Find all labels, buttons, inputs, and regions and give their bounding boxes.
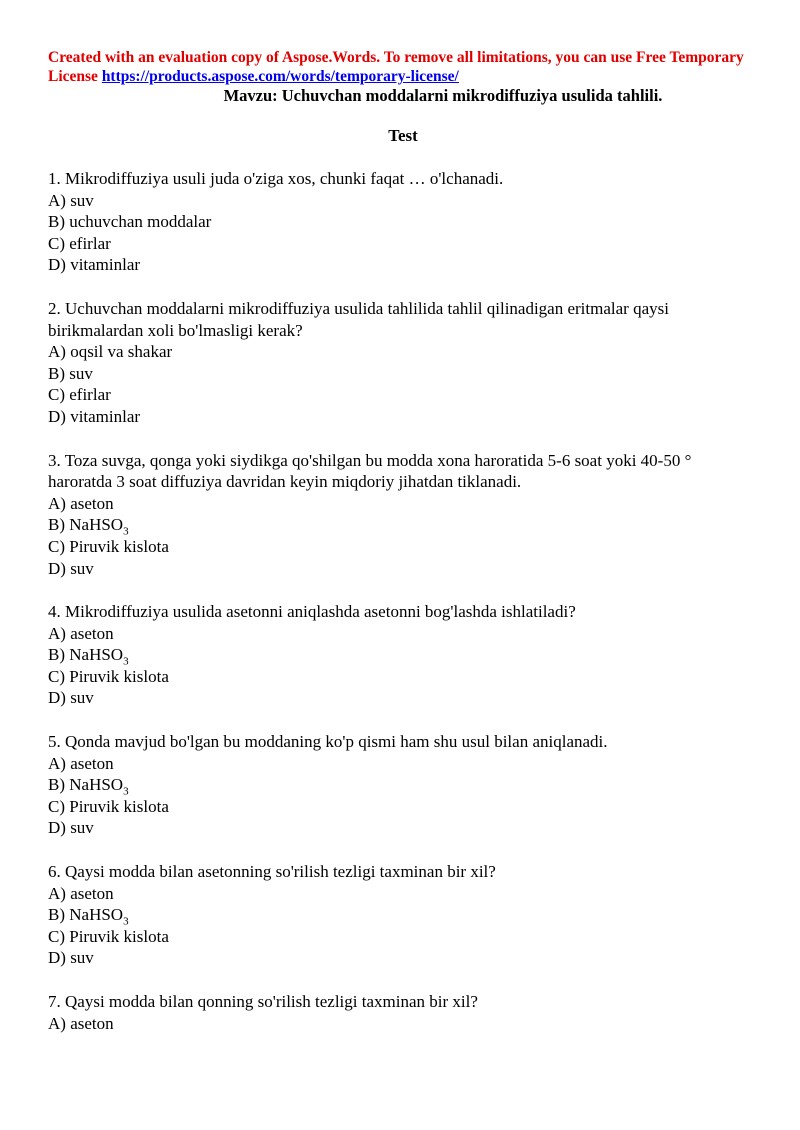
question-block	[48, 991, 758, 1034]
question-text: 7. Qaysi modda bilan qonning so'rilish tezligi taxminan bir xil?	[48, 992, 478, 1011]
question-block	[48, 861, 758, 969]
question-block	[48, 298, 758, 428]
question-text: 2. Uchuvchan moddalarni mikrodiffuziya usulida tahlilida tahlil qilinadigan eritmalar qaysi birikmalardan xoli bo'lmasligi kerak?	[48, 298, 669, 340]
evaluation-watermark	[48, 48, 758, 86]
question-text: 5. Qonda mavjud bo'lgan bu moddaning ko'p qismi ham shu usul bilan aniqlanadi.	[48, 732, 608, 752]
answer-option: D) suv	[48, 948, 94, 968]
answer-option: A) aseton	[48, 1013, 114, 1033]
answer-option: D) suv	[48, 818, 94, 838]
answer-option: B) NaHSO$_3$	[48, 905, 129, 928]
answer-option: C) Piruvik kislota	[48, 666, 169, 686]
answer-option: C) Piruvik kislota	[48, 796, 169, 816]
answer-option: A) aseton	[48, 753, 114, 773]
answer-option: A) aseton	[48, 883, 114, 903]
answer-option: D) suv	[48, 688, 94, 708]
answer-option: A) suv	[48, 190, 94, 210]
answer-option: C) efirlar	[48, 385, 111, 405]
answer-option: B) NaHSO$_3$	[48, 645, 129, 668]
subscript-digit: 3	[123, 655, 129, 668]
license-link[interactable]: https://products.aspose.com/words/temporary-license/	[101, 68, 459, 85]
questions-list	[48, 168, 758, 1034]
answer-option: A) aseton	[48, 623, 114, 643]
subscript-digit: 3	[123, 525, 129, 538]
subscript-digit: 3	[123, 785, 129, 798]
document-title: Mavzu: Uchuvchan moddalarni mikrodiffuziya usulida tahlili.	[223, 86, 663, 105]
question-text: 1. Mikrodiffuziya usuli juda o'ziga xos, chunki faqat … o'lchanadi.	[48, 169, 504, 188]
question-block	[48, 168, 758, 276]
answer-option: D) suv	[48, 558, 94, 578]
question-block	[48, 601, 758, 709]
answer-option: C) Piruvik kislota	[48, 926, 169, 946]
question-block	[48, 731, 758, 839]
answer-option: B) NaHSO$_3$	[48, 775, 129, 798]
answer-option: A) oqsil va shakar	[48, 342, 173, 362]
answer-option: B) suv	[48, 363, 93, 383]
answer-option: C) efirlar	[48, 233, 111, 253]
question-text: 6. Qaysi modda bilan asetonning so'rilish tezligi taxminan bir xil?	[48, 862, 496, 882]
answer-option: D) vitaminlar	[48, 406, 141, 426]
question-block	[48, 450, 758, 580]
answer-option: B) uchuvchan moddalar	[48, 212, 212, 232]
answer-option: B) NaHSO$_3$	[48, 515, 129, 538]
watermark-text: Created with an evaluation copy of Aspose.Words. To remove all limitations, you can use Free Temporary License	[48, 49, 744, 85]
answer-option: D) vitaminlar	[48, 255, 141, 275]
answer-option: A) aseton	[48, 493, 114, 513]
subscript-digit: 3	[123, 915, 129, 928]
document-page	[48, 48, 758, 1056]
answer-option: C) Piruvik kislota	[48, 536, 169, 556]
question-text: 3. Toza suvga, qonga yoki siydikga qo'shilgan bu modda xona haroratida 5-6 soat yoki 40-50 ° haroratda 3 soat diffuziya davridan keyin miqdoriy jihatdan tiklanadi.	[48, 450, 692, 492]
document-subtitle: Test	[388, 126, 418, 145]
question-text: 4. Mikrodiffuziya usulida asetonni aniqlashda asetonni bog'lashda ishlatiladi?	[48, 602, 576, 622]
